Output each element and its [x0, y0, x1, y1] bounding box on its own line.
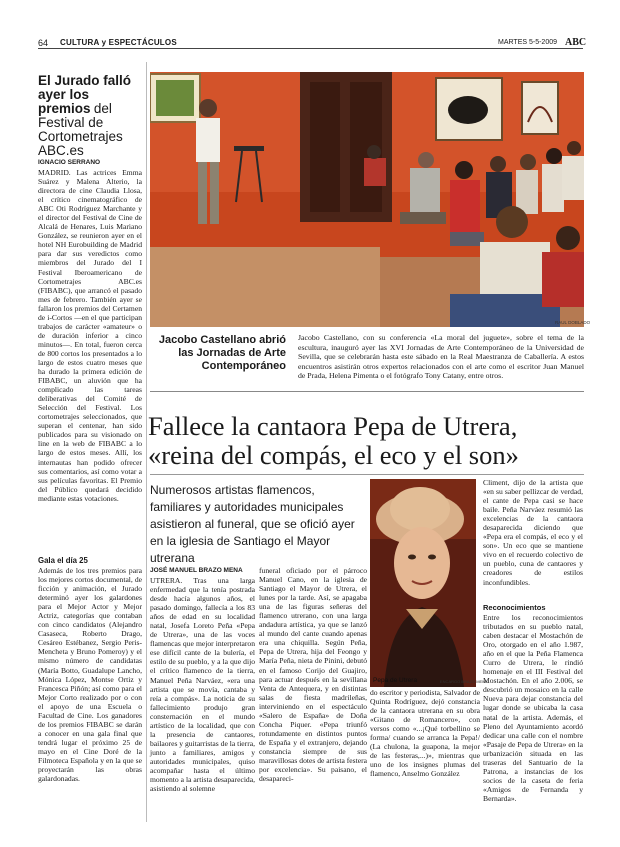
portrait-caption: Pepa de Utrera	[373, 677, 418, 684]
left-headline-bold: El Jurado falló ayer los premios	[38, 73, 132, 116]
main-body-col-3: do escritor y periodista, Salvador de Quinta Rodríguez, dejó constancia de la cantaora utrerana en su obra «Gitano de Romancero», con versos como «...¡Qué torbellino se forma/ cuando se arranca la Pepa!/ (La chulona, la guapona, la mejor de las festeras,...)», mientras que uno de los insignes plumas del flamenco, Anselmo González	[370, 688, 480, 779]
main-body-col-4b: Entre los reconocimientos tributados en su pueblo natal, caben destacar el Mostachón de Oro, otorgado en el año 1.987, año en el que la Peña Flamenca Curro de Utrera, le rindió homenaje en el III Festival del Mostachón. En el año 2.006, se descubrió un mosaico en la calle Nueva para dejar constancia del lugar donde se ubicaba la casa natal de la artista. Además, el Pleno del Ayuntamiento acordó dedicar una calle con el nombre «Pasaje de Pepa de Utrera» en la urbanización situada en las traseras del Santuario de la Patrona, a instancias de los socios de la caseta de feria «Amigos de Fernanda y Bernarda».	[483, 613, 583, 803]
header-rule	[38, 48, 583, 49]
caption-rule	[150, 391, 584, 392]
section-label: CULTURA y ESPECTÁCULOS	[60, 38, 177, 47]
left-subhead: Gala el día 25	[38, 556, 88, 565]
page-number: 64	[38, 38, 49, 48]
main-deck: Numerosos artistas flamencos, familiares y autoridades municipales asistieron al funeral, que se ofició ayer en la iglesia de Santiago el Mayor utrerana	[150, 483, 355, 565]
main-body-col-1: UTRERA. Tras una larga enfermedad que la tenía postrada desde hacía algunos años, el pasado domingo, fallecía a los 83 años de edad en su localidad natal, Josefa Loreto Peña «Pepa de Utrera», una de las voces flamencas que mejor interpretaron ese difícil cante de la bulería, el estilo de su pueblo, y a la que dijo el crítico flamenco de la tierra, Manuel Peña Narváez, «era una artista que se movía, cantaba y reía a compás». La noticia de su fallecimiento produjo gran consternación en el mundo artístico de la localidad, que con la presencia de cantaores, bailaores y guitarristas de la tierra, junto a familiares, amigos y autoridades municipales, quiso acompañar hasta el último momento a la artista desaparecida, asistiendo al solemne	[150, 576, 256, 794]
left-article-body-2: Además de los tres premios para los mejores cortos documental, de ficción y animación, el Jurado determinó ayer los galardones para el Mejor Actor y Mejor Actriz, categorías que contaban con cinco candidatos (Alejandro Casaseca, Roberto Drago, Cesáreo Estébanez, Sergio Peris-Mencheta y Bruno Pomeroy) y el mismo número de candidatas (María Botto, Guadalupe Lancho, Mónica López, Montse Ortiz y Francesca Piñón; así como para el Mejor Corto realizado por o con el apoyo de una Escuela o Facultad de Cine. Los ganadores de los premios FIBABC se darán a conocer en una gala final que tendrá lugar el próximo 25 de mayo en el Cine Doré de la Filmoteca Española y en la que se proyectarán las obras galardonadas.	[38, 566, 142, 784]
main-body-col-2: funeral oficiado por el párroco Manuel Cano, en la iglesia de Santiago el Mayor de Utrera, el lunes por la tarde. Así, se apagaba una de las figuras señeras del flamenco utrerano, con una larga andadura artística, ya que se lanzó al mundo del cante cuando apenas era una chiquilla. Según Peña, Pepa de Utrera, hija del Feongo y María Peña, nieta de Pinini, debutó en el famoso Corijo del Guajiro, para actuar después en la sevillana Venta de Antequera, y en distintas salas de fiesta madrileñas, interviniendo en el espectáculo «Salero de España» de Doña Concha Piquer. «Pepa triunfó rotundamente en distintos puntos de España y el extranjero, dejando constancia siempre de sus maravillosas dotes de artista festera por excelencia». Su paisano, el desapareci-	[259, 566, 367, 784]
column-divider	[146, 62, 147, 822]
masthead-logo: ABC	[565, 37, 587, 48]
photo-caption-title: Jacobo Castellano abrió las Jornadas de Arte Contemporáneo	[158, 334, 286, 372]
left-byline: IGNACIO SERRANO	[38, 159, 101, 166]
headline-rule	[150, 474, 584, 475]
left-article-body: MADRID. Las actrices Emma Suárez y Malena Alterio, la directora de cine Claudia Llosa, el crítico cinematográfico de ABC Oti Rodríguez Marchante y el director del Festival de Cine de Alcalá de Henares, Luis Mariano González, se reunieron ayer en el hotel NH Eurobuilding de Madrid para dar sus veredictos como miembros del Jurado del I Festival Iberoamericano de Cortometrajes ABC.es (FIBABC), que arrancó el pasado mes de febrero. También ayer se fallaron los premios del Certamen de i-Cortos —en el que participan trabajos de carácter «amateur» o de duración inferior a cinco minutos—. En total, fueron cerca de 800 cortos los presentados a lo largo de estos cuatro meses que ha durado la primera edición de FIBABC, un aluvión que ha complicado las tareas deliberativas del Comité de Selección del Festival. Los cortometrajes seleccionados, que superan el centenar, han sido publicados para su visionado on line en la web de FIBABC a lo largo de estos meses. Allí, los internautas han podido ofrecer sus comentarios, así como votar a sus películas favoritas. El Premio del Público quedará decidido mediante estas votaciones.	[38, 168, 142, 503]
issue-date: MARTES 5-5-2009	[498, 39, 558, 46]
left-headline-light: del Festival de Cortometrajes ABC.es	[38, 101, 123, 158]
main-subhead: Reconocimientos	[483, 603, 546, 612]
photo-credit: RAUL DOBLADO	[555, 320, 591, 325]
photo-caption-text: Jacobo Castellano, con su conferencia «La moral del juguete», sobre el tema de la escultura, inauguró ayer las XVI Jornadas de Arte Contemporáneo de la Universidad de Sevilla, que se celebrarán hasta este sábado en la Real Maestranza de Caballería. A estos encuentros asistirán otros expertos relacionados con el arte como el escritor Juan Manuel de Prada, Helena Pimenta o el fotógrafo Tony Catany, entre otros.	[298, 333, 584, 381]
portrait-photo	[370, 479, 476, 687]
main-body-col-4: Climent, dijo de la artista que «en su saber pellizcar de verdad, el cante de Pepa casi se hace baile. Peña Narváez resumió las excelencias de la cantaora desaparecida diciendo que «Pepa era el compás, el eco y el son». Un eco que se mantiene vivo en el recuerdo colectivo de un pueblo, cuna de cantaores y creadores de estilos inconfundibles.	[483, 478, 583, 587]
conference-photo	[150, 72, 584, 327]
main-headline: Fallece la cantaora Pepa de Utrera, «reina del compás, el eco y el son»	[148, 411, 519, 470]
portrait-credit: ENCARGO BRAZO MENA	[440, 679, 488, 684]
left-article-headline	[38, 74, 143, 158]
main-byline: JOSÉ MANUEL BRAZO MENA	[150, 567, 243, 574]
